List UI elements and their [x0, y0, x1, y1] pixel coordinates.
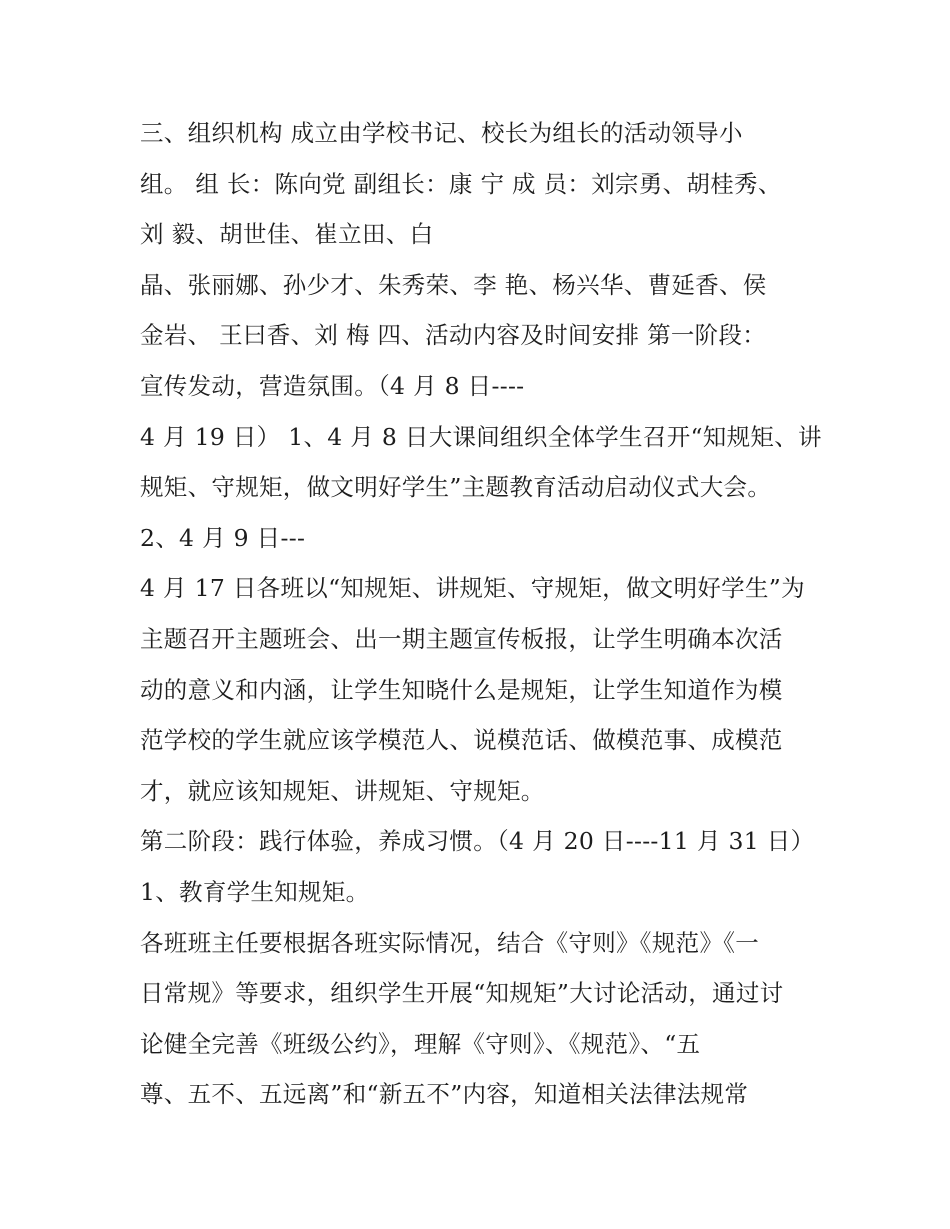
text-line: 主题召开主题班会、出一期主题宣传板报，让学生明确本次活 — [140, 624, 783, 653]
text-line: 日常规》等要求，组织学生开展“知规矩”大讨论活动，通过讨 — [140, 979, 784, 1008]
text-line: 刘 毅、胡世佳、崔立田、白 — [140, 220, 434, 249]
text-line: 三、组织机构 成立由学校书记、校长为组长的活动领导小 — [140, 119, 743, 147]
text-line: 尊、五不、五远离”和“新五不”内容，知道相关法律法规常 — [140, 1080, 749, 1109]
text-line: 2、4 月 9 日--- — [140, 523, 306, 552]
document-body — [140, 108, 830, 1120]
text-line: 动的意义和内涵，让学生知晓什么是规矩，让学生知道作为模 — [140, 675, 783, 704]
text-line: 才，就应该知规矩、讲规矩、守规矩。 — [140, 776, 545, 805]
text-line: 宣传发动，营造氛围。（4 月 8 日---- — [140, 371, 525, 400]
text-line: 金岩、 王曰香、刘 梅 四、活动内容及时间安排 第一阶段： — [140, 321, 767, 350]
text-line: 4 月 17 日各班以“知规矩、讲规矩、守规矩，做文明好学生”为 — [140, 574, 805, 603]
text-line: 各班班主任要根据各班实际情况，结合《守则》《规范》《一 — [140, 928, 760, 957]
text-line: 晶、张丽娜、孙少才、朱秀荣、李 艳、杨兴华、曹延香、侯 — [140, 270, 767, 299]
text-line: 组。 组 长：陈向党 副组长：康 宁 成 员：刘宗勇、胡桂秀、 — [140, 169, 782, 198]
text-line: 规矩、守规矩，做文明好学生”主题教育活动启动仪式大会。 — [140, 473, 772, 502]
text-line: 范学校的学生就应该学模范人、说模范话、做模范事、成模范 — [140, 726, 783, 755]
text-line: 4 月 19 日） 1、4 月 8 日大课间组织全体学生召开“知规矩、讲 — [140, 422, 822, 451]
text-line: 论健全完善《班级公约》，理解《守则》、《规范》、“五 — [140, 1029, 701, 1058]
text-line: 第二阶段：践行体验，养成习惯。（4 月 20 日----11 月 31 日） — [140, 827, 815, 856]
text-line: 1、教育学生知规矩。 — [140, 877, 370, 906]
